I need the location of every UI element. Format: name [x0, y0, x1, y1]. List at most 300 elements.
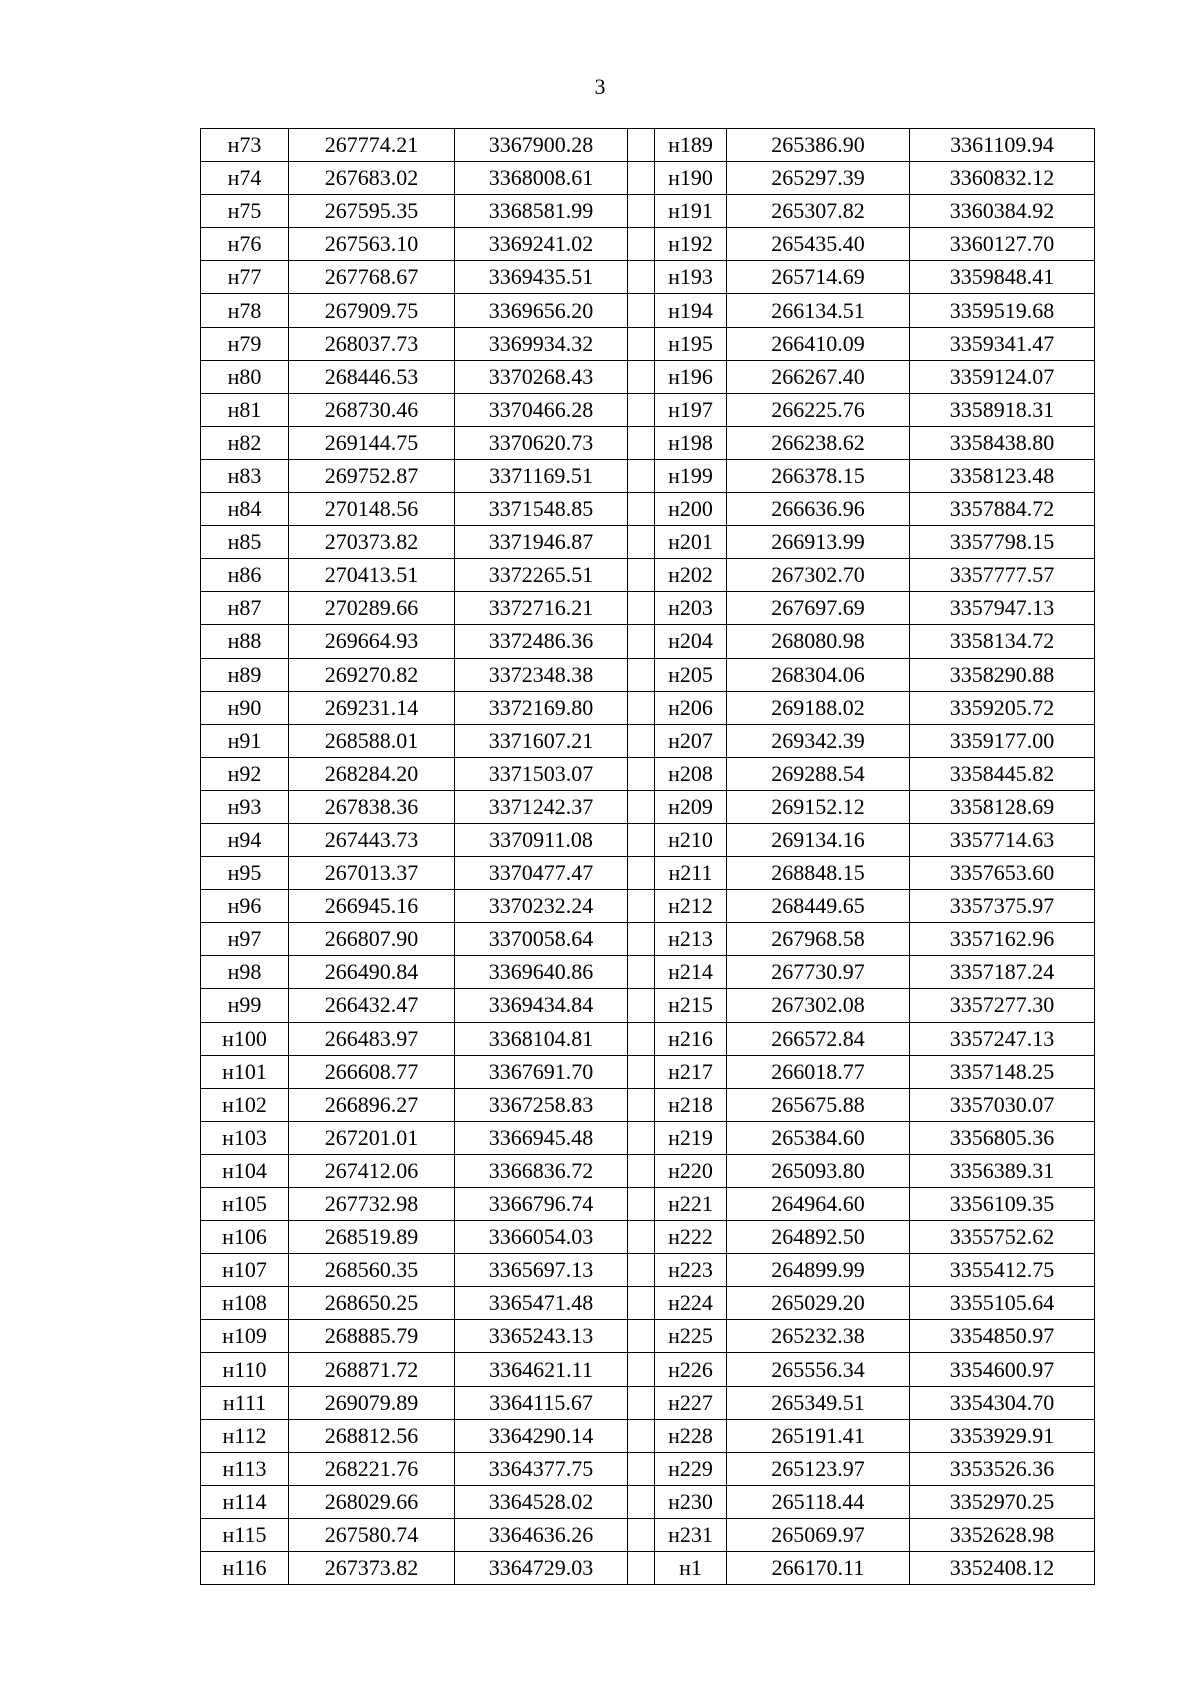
left-y-coordinate-cell: 3372348.38 [455, 658, 628, 691]
right-x-coordinate-cell: 266410.09 [727, 327, 910, 360]
left-y-coordinate-cell: 3369640.86 [455, 956, 628, 989]
right-point-name-cell: н213 [655, 923, 727, 956]
right-x-coordinate-cell: 267302.70 [727, 559, 910, 592]
left-y-coordinate-cell: 3369934.32 [455, 327, 628, 360]
right-y-coordinate-cell: 3360832.12 [910, 162, 1095, 195]
right-y-coordinate-cell: 3357187.24 [910, 956, 1095, 989]
separator-cell [628, 393, 655, 426]
right-x-coordinate-cell: 265386.90 [727, 129, 910, 162]
right-point-name-cell: н222 [655, 1221, 727, 1254]
separator-cell [628, 294, 655, 327]
left-x-coordinate-cell: 268519.89 [289, 1221, 455, 1254]
separator-cell [628, 1552, 655, 1585]
left-y-coordinate-cell: 3371946.87 [455, 526, 628, 559]
right-point-name-cell: н209 [655, 790, 727, 823]
left-point-name-cell: н97 [201, 923, 289, 956]
right-point-name-cell: н189 [655, 129, 727, 162]
left-point-name-cell: н79 [201, 327, 289, 360]
right-point-name-cell: н210 [655, 823, 727, 856]
table-row [201, 493, 1095, 526]
right-y-coordinate-cell: 3352970.25 [910, 1485, 1095, 1518]
table-row [201, 1518, 1095, 1551]
separator-cell [628, 360, 655, 393]
separator-cell [628, 327, 655, 360]
right-point-name-cell: н191 [655, 195, 727, 228]
left-x-coordinate-cell: 267412.06 [289, 1154, 455, 1187]
right-point-name-cell: н224 [655, 1287, 727, 1320]
left-point-name-cell: н112 [201, 1419, 289, 1452]
right-y-coordinate-cell: 3352628.98 [910, 1518, 1095, 1551]
right-x-coordinate-cell: 265297.39 [727, 162, 910, 195]
right-point-name-cell: н216 [655, 1022, 727, 1055]
left-point-name-cell: н113 [201, 1452, 289, 1485]
left-y-coordinate-cell: 3372169.80 [455, 691, 628, 724]
left-x-coordinate-cell: 268037.73 [289, 327, 455, 360]
right-y-coordinate-cell: 3354304.70 [910, 1386, 1095, 1419]
separator-cell [628, 724, 655, 757]
left-x-coordinate-cell: 268029.66 [289, 1485, 455, 1518]
left-point-name-cell: н91 [201, 724, 289, 757]
right-point-name-cell: н219 [655, 1121, 727, 1154]
table-row [201, 129, 1095, 162]
left-x-coordinate-cell: 267595.35 [289, 195, 455, 228]
right-point-name-cell: н229 [655, 1452, 727, 1485]
left-y-coordinate-cell: 3370911.08 [455, 823, 628, 856]
table-row [201, 1353, 1095, 1386]
right-x-coordinate-cell: 266636.96 [727, 493, 910, 526]
left-y-coordinate-cell: 3366836.72 [455, 1154, 628, 1187]
right-x-coordinate-cell: 265029.20 [727, 1287, 910, 1320]
left-point-name-cell: н88 [201, 625, 289, 658]
right-x-coordinate-cell: 269342.39 [727, 724, 910, 757]
left-point-name-cell: н94 [201, 823, 289, 856]
left-y-coordinate-cell: 3370268.43 [455, 360, 628, 393]
left-x-coordinate-cell: 267768.67 [289, 261, 455, 294]
separator-cell [628, 857, 655, 890]
right-y-coordinate-cell: 3359519.68 [910, 294, 1095, 327]
left-x-coordinate-cell: 266896.27 [289, 1088, 455, 1121]
left-x-coordinate-cell: 268284.20 [289, 757, 455, 790]
left-y-coordinate-cell: 3368104.81 [455, 1022, 628, 1055]
table-row [201, 327, 1095, 360]
left-y-coordinate-cell: 3370620.73 [455, 426, 628, 459]
table-row [201, 1452, 1095, 1485]
right-y-coordinate-cell: 3352408.12 [910, 1552, 1095, 1585]
right-point-name-cell: н196 [655, 360, 727, 393]
right-point-name-cell: н202 [655, 559, 727, 592]
left-y-coordinate-cell: 3371607.21 [455, 724, 628, 757]
separator-cell [628, 1088, 655, 1121]
left-point-name-cell: н74 [201, 162, 289, 195]
table-row [201, 426, 1095, 459]
right-point-name-cell: н223 [655, 1254, 727, 1287]
table-row [201, 393, 1095, 426]
left-y-coordinate-cell: 3365243.13 [455, 1320, 628, 1353]
left-x-coordinate-cell: 268221.76 [289, 1452, 455, 1485]
left-y-coordinate-cell: 3366945.48 [455, 1121, 628, 1154]
right-y-coordinate-cell: 3353526.36 [910, 1452, 1095, 1485]
left-point-name-cell: н111 [201, 1386, 289, 1419]
coordinates-table-body [201, 129, 1095, 1585]
separator-cell [628, 1518, 655, 1551]
left-point-name-cell: н99 [201, 989, 289, 1022]
separator-cell [628, 1353, 655, 1386]
left-y-coordinate-cell: 3372716.21 [455, 592, 628, 625]
left-x-coordinate-cell: 269664.93 [289, 625, 455, 658]
left-y-coordinate-cell: 3369434.84 [455, 989, 628, 1022]
left-x-coordinate-cell: 267838.36 [289, 790, 455, 823]
left-point-name-cell: н93 [201, 790, 289, 823]
right-x-coordinate-cell: 267697.69 [727, 592, 910, 625]
table-row [201, 360, 1095, 393]
separator-cell [628, 1121, 655, 1154]
right-x-coordinate-cell: 264892.50 [727, 1221, 910, 1254]
table-row [201, 559, 1095, 592]
right-point-name-cell: н203 [655, 592, 727, 625]
left-y-coordinate-cell: 3369435.51 [455, 261, 628, 294]
right-point-name-cell: н221 [655, 1188, 727, 1221]
separator-cell [628, 1419, 655, 1452]
right-y-coordinate-cell: 3359177.00 [910, 724, 1095, 757]
separator-cell [628, 757, 655, 790]
left-point-name-cell: н95 [201, 857, 289, 890]
right-x-coordinate-cell: 265093.80 [727, 1154, 910, 1187]
right-y-coordinate-cell: 3360127.70 [910, 228, 1095, 261]
right-point-name-cell: н193 [655, 261, 727, 294]
table-row [201, 261, 1095, 294]
separator-cell [628, 1221, 655, 1254]
left-point-name-cell: н101 [201, 1055, 289, 1088]
separator-cell [628, 261, 655, 294]
left-y-coordinate-cell: 3371242.37 [455, 790, 628, 823]
separator-cell [628, 923, 655, 956]
right-point-name-cell: н230 [655, 1485, 727, 1518]
left-point-name-cell: н78 [201, 294, 289, 327]
table-row [201, 1552, 1095, 1585]
left-x-coordinate-cell: 266807.90 [289, 923, 455, 956]
right-point-name-cell: н205 [655, 658, 727, 691]
table-row [201, 1188, 1095, 1221]
separator-cell [628, 426, 655, 459]
separator-cell [628, 658, 655, 691]
right-point-name-cell: н1 [655, 1552, 727, 1585]
table-row [201, 1419, 1095, 1452]
right-x-coordinate-cell: 265349.51 [727, 1386, 910, 1419]
separator-cell [628, 956, 655, 989]
right-point-name-cell: н220 [655, 1154, 727, 1187]
right-x-coordinate-cell: 268449.65 [727, 890, 910, 923]
table-row [201, 1121, 1095, 1154]
left-point-name-cell: н114 [201, 1485, 289, 1518]
separator-cell [628, 989, 655, 1022]
left-y-coordinate-cell: 3370466.28 [455, 393, 628, 426]
left-x-coordinate-cell: 267201.01 [289, 1121, 455, 1154]
left-x-coordinate-cell: 267774.21 [289, 129, 455, 162]
separator-cell [628, 129, 655, 162]
table-row [201, 1254, 1095, 1287]
left-point-name-cell: н103 [201, 1121, 289, 1154]
left-x-coordinate-cell: 267909.75 [289, 294, 455, 327]
right-y-coordinate-cell: 3356805.36 [910, 1121, 1095, 1154]
separator-cell [628, 1320, 655, 1353]
table-row [201, 1088, 1095, 1121]
right-x-coordinate-cell: 267730.97 [727, 956, 910, 989]
left-y-coordinate-cell: 3364528.02 [455, 1485, 628, 1518]
left-x-coordinate-cell: 267732.98 [289, 1188, 455, 1221]
left-point-name-cell: н85 [201, 526, 289, 559]
right-y-coordinate-cell: 3356109.35 [910, 1188, 1095, 1221]
right-y-coordinate-cell: 3357030.07 [910, 1088, 1095, 1121]
right-point-name-cell: н206 [655, 691, 727, 724]
right-x-coordinate-cell: 266225.76 [727, 393, 910, 426]
right-x-coordinate-cell: 264899.99 [727, 1254, 910, 1287]
left-x-coordinate-cell: 270413.51 [289, 559, 455, 592]
separator-cell [628, 195, 655, 228]
left-point-name-cell: н84 [201, 493, 289, 526]
left-y-coordinate-cell: 3369656.20 [455, 294, 628, 327]
table-row [201, 1287, 1095, 1320]
left-y-coordinate-cell: 3367691.70 [455, 1055, 628, 1088]
left-x-coordinate-cell: 268446.53 [289, 360, 455, 393]
separator-cell [628, 625, 655, 658]
table-row [201, 162, 1095, 195]
right-x-coordinate-cell: 265675.88 [727, 1088, 910, 1121]
separator-cell [628, 592, 655, 625]
left-x-coordinate-cell: 269144.75 [289, 426, 455, 459]
left-y-coordinate-cell: 3368008.61 [455, 162, 628, 195]
left-point-name-cell: н107 [201, 1254, 289, 1287]
left-point-name-cell: н86 [201, 559, 289, 592]
left-y-coordinate-cell: 3364621.11 [455, 1353, 628, 1386]
separator-cell [628, 1055, 655, 1088]
right-y-coordinate-cell: 3357714.63 [910, 823, 1095, 856]
left-y-coordinate-cell: 3364377.75 [455, 1452, 628, 1485]
right-x-coordinate-cell: 268848.15 [727, 857, 910, 890]
right-x-coordinate-cell: 265123.97 [727, 1452, 910, 1485]
left-y-coordinate-cell: 3366054.03 [455, 1221, 628, 1254]
right-x-coordinate-cell: 266238.62 [727, 426, 910, 459]
right-y-coordinate-cell: 3358128.69 [910, 790, 1095, 823]
separator-cell [628, 1154, 655, 1187]
left-y-coordinate-cell: 3367900.28 [455, 129, 628, 162]
right-y-coordinate-cell: 3355412.75 [910, 1254, 1095, 1287]
table-row [201, 890, 1095, 923]
separator-cell [628, 459, 655, 492]
left-x-coordinate-cell: 269231.14 [289, 691, 455, 724]
left-x-coordinate-cell: 266432.47 [289, 989, 455, 1022]
right-y-coordinate-cell: 3358290.88 [910, 658, 1095, 691]
left-point-name-cell: н96 [201, 890, 289, 923]
right-point-name-cell: н218 [655, 1088, 727, 1121]
right-point-name-cell: н208 [655, 757, 727, 790]
table-row [201, 1221, 1095, 1254]
left-x-coordinate-cell: 269752.87 [289, 459, 455, 492]
right-x-coordinate-cell: 269152.12 [727, 790, 910, 823]
separator-cell [628, 228, 655, 261]
left-x-coordinate-cell: 266490.84 [289, 956, 455, 989]
right-y-coordinate-cell: 3358918.31 [910, 393, 1095, 426]
right-point-name-cell: н207 [655, 724, 727, 757]
left-x-coordinate-cell: 267013.37 [289, 857, 455, 890]
right-x-coordinate-cell: 268080.98 [727, 625, 910, 658]
right-point-name-cell: н214 [655, 956, 727, 989]
left-y-coordinate-cell: 3364115.67 [455, 1386, 628, 1419]
right-point-name-cell: н231 [655, 1518, 727, 1551]
table-row [201, 857, 1095, 890]
separator-cell [628, 1188, 655, 1221]
left-point-name-cell: н105 [201, 1188, 289, 1221]
right-point-name-cell: н199 [655, 459, 727, 492]
right-y-coordinate-cell: 3358445.82 [910, 757, 1095, 790]
left-point-name-cell: н76 [201, 228, 289, 261]
left-x-coordinate-cell: 268588.01 [289, 724, 455, 757]
left-point-name-cell: н102 [201, 1088, 289, 1121]
left-x-coordinate-cell: 266608.77 [289, 1055, 455, 1088]
left-x-coordinate-cell: 267373.82 [289, 1552, 455, 1585]
left-point-name-cell: н89 [201, 658, 289, 691]
left-y-coordinate-cell: 3371503.07 [455, 757, 628, 790]
left-y-coordinate-cell: 3364290.14 [455, 1419, 628, 1452]
table-row [201, 691, 1095, 724]
left-point-name-cell: н104 [201, 1154, 289, 1187]
right-point-name-cell: н226 [655, 1353, 727, 1386]
left-point-name-cell: н80 [201, 360, 289, 393]
left-point-name-cell: н82 [201, 426, 289, 459]
right-x-coordinate-cell: 267302.08 [727, 989, 910, 1022]
right-point-name-cell: н225 [655, 1320, 727, 1353]
right-x-coordinate-cell: 269288.54 [727, 757, 910, 790]
right-x-coordinate-cell: 265232.38 [727, 1320, 910, 1353]
right-y-coordinate-cell: 3359205.72 [910, 691, 1095, 724]
left-y-coordinate-cell: 3369241.02 [455, 228, 628, 261]
left-point-name-cell: н116 [201, 1552, 289, 1585]
table-row [201, 956, 1095, 989]
left-y-coordinate-cell: 3368581.99 [455, 195, 628, 228]
right-y-coordinate-cell: 3358134.72 [910, 625, 1095, 658]
page-number: 3 [594, 74, 606, 99]
left-x-coordinate-cell: 268560.35 [289, 1254, 455, 1287]
right-y-coordinate-cell: 3359124.07 [910, 360, 1095, 393]
left-y-coordinate-cell: 3371169.51 [455, 459, 628, 492]
table-row [201, 1320, 1095, 1353]
table-row [201, 790, 1095, 823]
left-y-coordinate-cell: 3371548.85 [455, 493, 628, 526]
left-y-coordinate-cell: 3372265.51 [455, 559, 628, 592]
left-x-coordinate-cell: 269079.89 [289, 1386, 455, 1419]
right-x-coordinate-cell: 265118.44 [727, 1485, 910, 1518]
left-x-coordinate-cell: 266945.16 [289, 890, 455, 923]
right-x-coordinate-cell: 266913.99 [727, 526, 910, 559]
right-y-coordinate-cell: 3360384.92 [910, 195, 1095, 228]
table-row [201, 658, 1095, 691]
left-point-name-cell: н90 [201, 691, 289, 724]
right-point-name-cell: н197 [655, 393, 727, 426]
right-point-name-cell: н212 [655, 890, 727, 923]
left-x-coordinate-cell: 267683.02 [289, 162, 455, 195]
left-point-name-cell: н81 [201, 393, 289, 426]
right-y-coordinate-cell: 3357653.60 [910, 857, 1095, 890]
table-row [201, 1022, 1095, 1055]
right-point-name-cell: н204 [655, 625, 727, 658]
right-point-name-cell: н195 [655, 327, 727, 360]
right-x-coordinate-cell: 265714.69 [727, 261, 910, 294]
right-y-coordinate-cell: 3358123.48 [910, 459, 1095, 492]
right-point-name-cell: н192 [655, 228, 727, 261]
left-x-coordinate-cell: 269270.82 [289, 658, 455, 691]
table-row [201, 724, 1095, 757]
left-y-coordinate-cell: 3366796.74 [455, 1188, 628, 1221]
right-x-coordinate-cell: 265384.60 [727, 1121, 910, 1154]
left-x-coordinate-cell: 268885.79 [289, 1320, 455, 1353]
separator-cell [628, 823, 655, 856]
separator-cell [628, 790, 655, 823]
table-row [201, 228, 1095, 261]
right-y-coordinate-cell: 3354850.97 [910, 1320, 1095, 1353]
right-point-name-cell: н215 [655, 989, 727, 1022]
left-y-coordinate-cell: 3370232.24 [455, 890, 628, 923]
separator-cell [628, 162, 655, 195]
right-y-coordinate-cell: 3357162.96 [910, 923, 1095, 956]
right-x-coordinate-cell: 265069.97 [727, 1518, 910, 1551]
left-x-coordinate-cell: 270289.66 [289, 592, 455, 625]
right-x-coordinate-cell: 265435.40 [727, 228, 910, 261]
separator-cell [628, 691, 655, 724]
table-row [201, 1485, 1095, 1518]
right-point-name-cell: н198 [655, 426, 727, 459]
table-row [201, 195, 1095, 228]
left-point-name-cell: н108 [201, 1287, 289, 1320]
left-point-name-cell: н109 [201, 1320, 289, 1353]
right-y-coordinate-cell: 3353929.91 [910, 1419, 1095, 1452]
left-x-coordinate-cell: 267563.10 [289, 228, 455, 261]
separator-cell [628, 493, 655, 526]
left-x-coordinate-cell: 267443.73 [289, 823, 455, 856]
table-row [201, 757, 1095, 790]
right-y-coordinate-cell: 3357277.30 [910, 989, 1095, 1022]
right-x-coordinate-cell: 265191.41 [727, 1419, 910, 1452]
separator-cell [628, 559, 655, 592]
left-point-name-cell: н75 [201, 195, 289, 228]
right-x-coordinate-cell: 265556.34 [727, 1353, 910, 1386]
separator-cell [628, 1287, 655, 1320]
table-row [201, 592, 1095, 625]
table-row [201, 923, 1095, 956]
right-y-coordinate-cell: 3357777.57 [910, 559, 1095, 592]
right-y-coordinate-cell: 3356389.31 [910, 1154, 1095, 1187]
right-point-name-cell: н217 [655, 1055, 727, 1088]
right-x-coordinate-cell: 267968.58 [727, 923, 910, 956]
left-x-coordinate-cell: 266483.97 [289, 1022, 455, 1055]
table-row [201, 459, 1095, 492]
left-point-name-cell: н73 [201, 129, 289, 162]
left-point-name-cell: н106 [201, 1221, 289, 1254]
table-row [201, 1055, 1095, 1088]
right-y-coordinate-cell: 3359848.41 [910, 261, 1095, 294]
left-y-coordinate-cell: 3365471.48 [455, 1287, 628, 1320]
separator-cell [628, 890, 655, 923]
right-x-coordinate-cell: 264964.60 [727, 1188, 910, 1221]
right-x-coordinate-cell: 265307.82 [727, 195, 910, 228]
separator-cell [628, 1485, 655, 1518]
left-x-coordinate-cell: 268871.72 [289, 1353, 455, 1386]
left-y-coordinate-cell: 3364729.03 [455, 1552, 628, 1585]
right-y-coordinate-cell: 3357148.25 [910, 1055, 1095, 1088]
left-x-coordinate-cell: 270148.56 [289, 493, 455, 526]
right-point-name-cell: н227 [655, 1386, 727, 1419]
right-x-coordinate-cell: 266170.11 [727, 1552, 910, 1585]
left-point-name-cell: н100 [201, 1022, 289, 1055]
right-x-coordinate-cell: 269134.16 [727, 823, 910, 856]
